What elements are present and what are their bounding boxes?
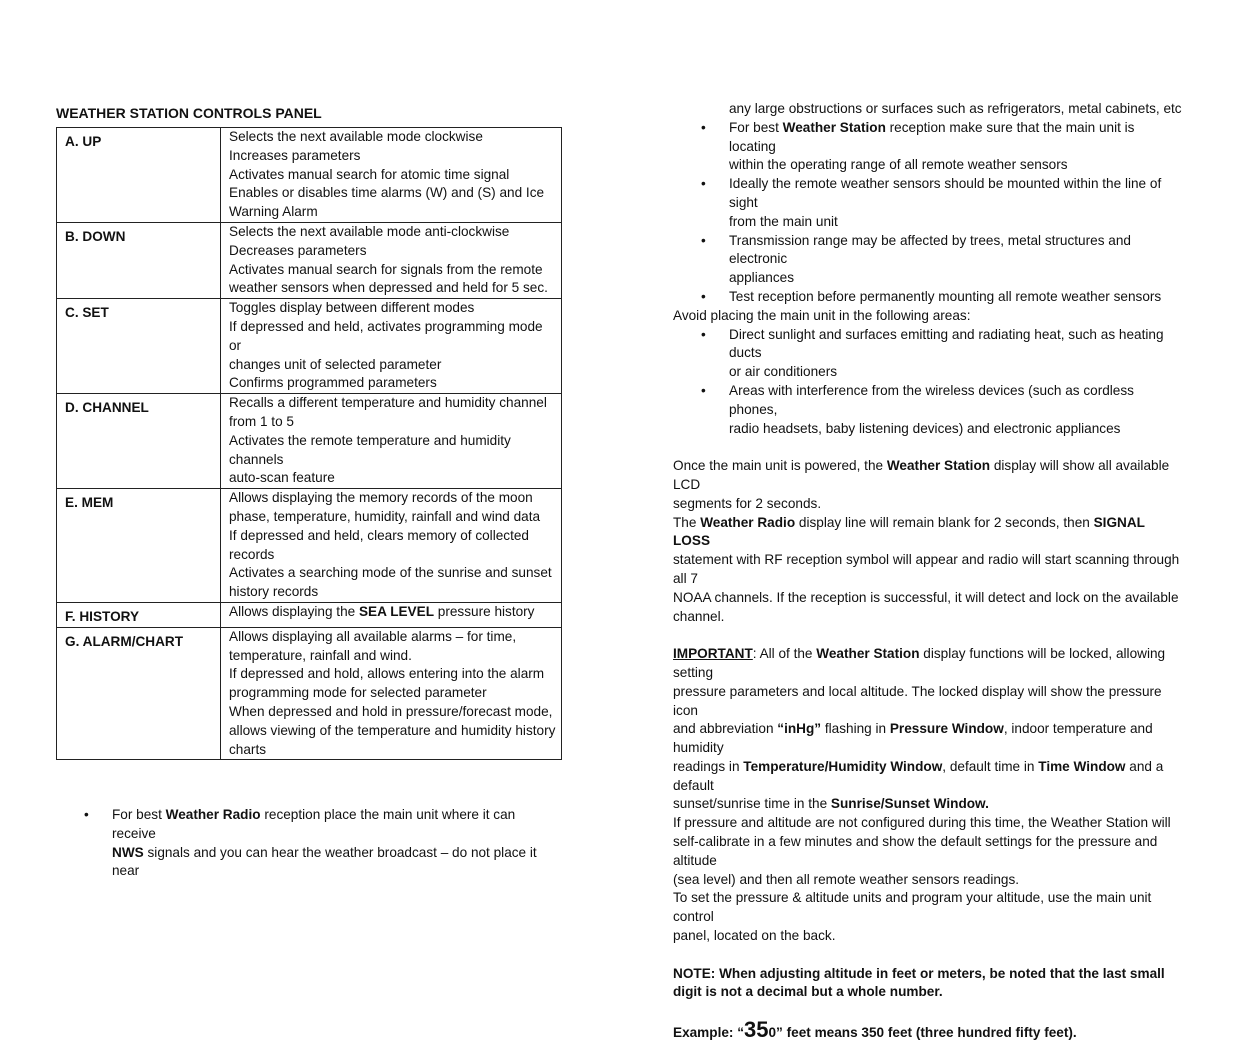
control-key: D. CHANNEL <box>57 394 221 489</box>
text: Ideally the remote weather sensors should be mounted within the line of sight <box>729 176 1162 210</box>
avoid-heading: Avoid placing the main unit in the following areas: <box>673 307 971 323</box>
large-digits: 35 <box>744 1017 769 1043</box>
text: flashing in <box>821 721 890 737</box>
text: display will show all available LCD <box>673 458 1170 492</box>
avoid-bullets <box>673 326 1183 439</box>
reception-bullets <box>673 119 1183 307</box>
description-line: programming mode for selected parameter <box>229 685 487 701</box>
note-paragraph <box>673 965 1183 1003</box>
control-description <box>221 489 562 603</box>
table-row <box>57 602 562 627</box>
description-line: Activates manual search for signals from the remote <box>229 261 543 277</box>
bold-text: Weather Station <box>816 646 920 662</box>
description-line: Allows displaying the memory records of the moon <box>229 490 533 506</box>
control-description <box>221 128 562 223</box>
list-item <box>673 288 1183 307</box>
text: Transmission range may be affected by trees, metal structures and electronic <box>729 232 1131 267</box>
table-row <box>57 394 562 489</box>
bold-text: “inHg” <box>777 721 822 737</box>
text: pressure parameters and local altitude. The locked display will show the pressure icon <box>673 683 1162 718</box>
important-label: IMPORTANT <box>673 646 753 662</box>
description-line: Confirms programmed parameters <box>229 375 437 391</box>
text: within the operating range of all remote weather sensors <box>729 157 1068 173</box>
left-bullet-list <box>56 806 556 881</box>
description-line: Activates the remote temperature and humidity channels <box>229 432 511 467</box>
text: display line will remain blank for 2 seconds, then <box>795 514 1094 530</box>
bold-text: Weather Station <box>886 458 991 474</box>
text: readings in <box>673 758 744 774</box>
text: , default time in <box>942 758 1039 774</box>
description-line: auto-scan feature <box>229 470 335 486</box>
power-paragraph <box>673 457 1183 513</box>
description-line: charts <box>229 741 267 757</box>
controls-panel-title: WEATHER STATION CONTROLS PANEL <box>56 105 322 121</box>
control-key: A. UP <box>57 128 221 223</box>
text: panel, located on the back. <box>673 928 836 944</box>
text: digit is not a decimal but a whole number. <box>673 984 943 1000</box>
text: NOAA channels. If the reception is successful, it will detect and lock on the available <box>673 589 1179 605</box>
left-column <box>56 104 562 760</box>
example-paragraph <box>673 1017 1183 1043</box>
bold-text: Time Window <box>1038 758 1126 774</box>
bold-text: Pressure Window <box>889 721 1004 737</box>
description-line: Warning Alarm <box>229 204 318 220</box>
description-line: allows viewing of the temperature and humidity history <box>229 722 556 738</box>
list-item <box>673 232 1183 288</box>
text: Test reception before permanently mounting all remote weather sensors <box>729 288 1162 304</box>
description-line: When depressed and hold in pressure/forecast mode, <box>229 703 553 719</box>
control-description <box>221 602 562 627</box>
description-line: Enables or disables time alarms (W) and (S) and Ice <box>229 185 545 201</box>
text: Areas with interference from the wireless devices (such as cordless phones, <box>729 382 1134 417</box>
text: signals and you can hear the weather broadcast – do not place it near <box>112 844 537 879</box>
radio-paragraph <box>673 514 1183 627</box>
bold-text: Temperature/Humidity Window <box>743 758 943 774</box>
control-key: C. SET <box>57 299 221 394</box>
bold-text: SEA LEVEL <box>358 603 434 619</box>
description-line: If depressed and held, clears memory of collected <box>229 527 529 543</box>
description-line: Recalls a different temperature and humidity channel <box>229 395 547 411</box>
text: , indoor temperature and humidity <box>673 721 1153 756</box>
description-line: phase, temperature, humidity, rainfall and wind data <box>229 508 541 524</box>
text: Example: “ <box>673 1025 745 1041</box>
text: reception place the main unit where it can receive <box>112 807 516 841</box>
bold-text: Sunrise/Sunset Window. <box>830 796 989 812</box>
right-column <box>673 100 1183 1043</box>
description-line: history records <box>229 584 319 600</box>
description-line: records <box>229 546 275 562</box>
list-item <box>673 175 1183 231</box>
text: : All of the <box>752 646 817 662</box>
bold-text: NWS <box>112 844 144 860</box>
text: Direct sunlight and surfaces emitting and radiating heat, such as heating ducts <box>729 326 1164 361</box>
text: pressure history <box>434 603 535 619</box>
table-row <box>57 489 562 603</box>
text: self-calibrate in a few minutes and show the default settings for the pressure and altitude <box>673 834 1158 868</box>
text: The <box>673 514 701 530</box>
description-line: Activates a searching mode of the sunrise and sunset <box>229 565 552 581</box>
description-line: If depressed and hold, allows entering into the alarm <box>229 666 545 682</box>
text: or air conditioners <box>729 364 838 380</box>
control-description <box>221 394 562 489</box>
list-item <box>673 326 1183 382</box>
important-paragraph <box>673 645 1183 814</box>
list-item <box>673 119 1183 175</box>
control-key: B. DOWN <box>57 222 221 298</box>
text: appliances <box>729 270 794 286</box>
text: Allows displaying the <box>229 603 359 619</box>
text: segments for 2 seconds. <box>673 495 822 511</box>
table-row <box>57 299 562 394</box>
text: channel. <box>673 608 725 624</box>
description-line: Activates manual search for atomic time signal <box>229 166 510 182</box>
list-item <box>56 806 556 881</box>
text: (sea level) and then all remote weather sensors readings. <box>673 871 1020 887</box>
description-line: from 1 to 5 <box>229 413 294 429</box>
text: statement with RF reception symbol will appear and radio will start scanning through all 7 <box>673 552 1180 586</box>
text: from the main unit <box>729 213 838 229</box>
description-line: Selects the next available mode anti-clockwise <box>229 223 510 239</box>
text: Once the main unit is powered, the <box>673 458 887 474</box>
description-line: temperature, rainfall and wind. <box>229 647 412 663</box>
text: NOTE: When adjusting altitude in feet or meters, be noted that the last small <box>673 965 1165 981</box>
control-key: E. MEM <box>57 489 221 603</box>
text: and abbreviation <box>673 721 778 737</box>
bold-text: Weather Station <box>782 119 886 135</box>
control-description <box>221 627 562 760</box>
description-line: Selects the next available mode clockwise <box>229 129 483 144</box>
description-line: Decreases parameters <box>229 242 367 258</box>
bold-text: SIGNAL LOSS <box>673 514 1145 549</box>
text: and a default <box>673 758 1164 793</box>
control-key: F. HISTORY <box>57 602 221 627</box>
text: 0” feet means 350 feet (three hundred fifty feet). <box>768 1025 1077 1041</box>
table-row <box>57 627 562 760</box>
text: For best <box>729 119 783 135</box>
text: sunset/sunrise time in the <box>673 796 831 812</box>
list-item <box>673 382 1183 438</box>
text: For best <box>112 807 166 822</box>
table-row <box>57 222 562 298</box>
controls-table <box>56 127 562 760</box>
control-key: G. ALARM/CHART <box>57 627 221 760</box>
description-line: If depressed and held, activates programming mode or <box>229 318 543 353</box>
description-line: Allows displaying all available alarms – for time, <box>229 628 517 644</box>
description-line: Increases parameters <box>229 147 361 163</box>
continued-line: any large obstructions or surfaces such as refrigerators, metal cabinets, etc <box>729 101 1182 116</box>
text: display functions will be locked, allowing setting <box>673 646 1166 680</box>
text: reception make sure that the main unit is locating <box>729 119 1135 154</box>
description-line: changes unit of selected parameter <box>229 356 442 372</box>
bold-text: Weather Radio <box>165 807 261 822</box>
text: If pressure and altitude are not configured during this time, the Weather Station will <box>673 815 1171 831</box>
bold-text: Weather Radio <box>700 514 796 530</box>
calibration-paragraph <box>673 814 1183 946</box>
description-line: Toggles display between different modes <box>229 300 475 316</box>
text: radio headsets, baby listening devices) and electronic appliances <box>729 420 1121 436</box>
text: To set the pressure & altitude units and program your altitude, use the main unit control <box>673 890 1152 925</box>
description-line: weather sensors when depressed and held for 5 sec. <box>229 280 548 296</box>
control-description <box>221 222 562 298</box>
table-row <box>57 128 562 223</box>
control-description <box>221 299 562 394</box>
